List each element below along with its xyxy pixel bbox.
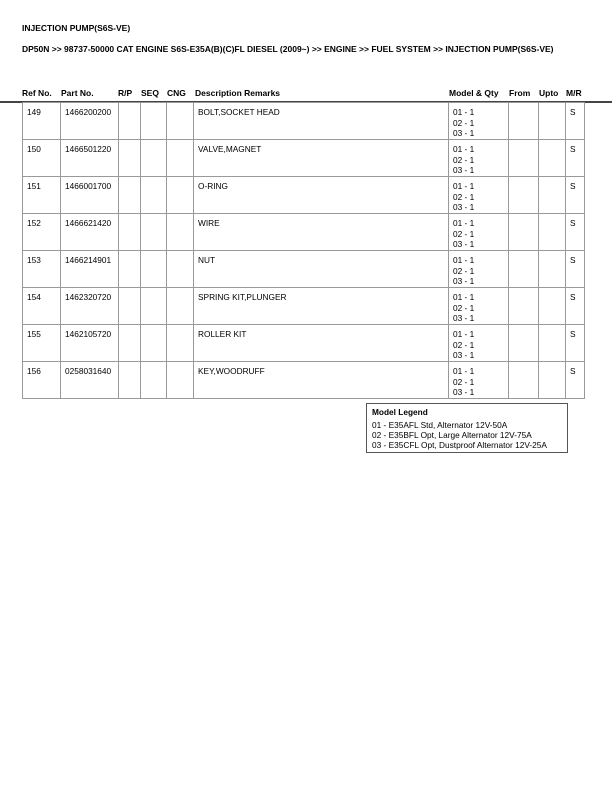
upto-cell <box>539 103 566 140</box>
qty-line: 02 - 1 <box>453 265 475 276</box>
qty-line: 03 - 1 <box>453 276 475 286</box>
page-title: INJECTION PUMP(S6S-VE) <box>22 23 131 33</box>
qty-line: 01 - 1 <box>453 144 475 154</box>
model-legend <box>366 403 568 453</box>
qty-line: 03 - 1 <box>453 350 475 360</box>
qty-line: 01 - 1 <box>453 292 475 302</box>
rp-cell <box>119 177 141 214</box>
seq-cell <box>141 177 167 214</box>
qty-line: 03 - 1 <box>453 128 475 138</box>
parts-table <box>22 102 585 399</box>
part-no: 1466200200 <box>61 103 119 140</box>
mr-cell: S <box>566 103 585 140</box>
model-qty <box>449 140 509 177</box>
header-desc: Description Remarks <box>195 88 281 98</box>
upto-cell <box>539 177 566 214</box>
part-no: 1466621420 <box>61 214 119 251</box>
cng-cell <box>167 288 194 325</box>
model-qty <box>449 177 509 214</box>
description: O-RING <box>194 177 449 214</box>
cng-cell <box>167 251 194 288</box>
model-qty <box>449 362 509 399</box>
header-seq: SEQ <box>141 88 159 98</box>
mr-cell: S <box>566 325 585 362</box>
from-cell <box>509 362 539 399</box>
from-cell <box>509 251 539 288</box>
rp-cell <box>119 103 141 140</box>
upto-cell <box>539 325 566 362</box>
from-cell <box>509 214 539 251</box>
header-upto: Upto <box>539 88 559 98</box>
mr-cell: S <box>566 288 585 325</box>
qty-line: 01 - 1 <box>453 181 475 191</box>
qty-line: 03 - 1 <box>453 313 475 323</box>
rp-cell <box>119 251 141 288</box>
mr-cell: S <box>566 251 585 288</box>
description: BOLT,SOCKET HEAD <box>194 103 449 140</box>
qty-line: 01 - 1 <box>453 255 475 265</box>
cng-cell <box>167 362 194 399</box>
upto-cell <box>539 362 566 399</box>
seq-cell <box>141 251 167 288</box>
ref-no: 150 <box>23 140 61 177</box>
qty-line: 02 - 1 <box>453 302 475 313</box>
part-no: 1462105720 <box>61 325 119 362</box>
from-cell <box>509 140 539 177</box>
description: ROLLER KIT <box>194 325 449 362</box>
model-qty <box>449 103 509 140</box>
header-rp: R/P <box>118 88 133 98</box>
mr-cell: S <box>566 362 585 399</box>
legend-item: 02 - E35BFL Opt, Large Alternator 12V-75A <box>372 430 532 440</box>
table-row <box>23 251 585 288</box>
from-cell <box>509 288 539 325</box>
qty-line: 02 - 1 <box>453 376 475 387</box>
qty-line: 01 - 1 <box>453 329 475 339</box>
description: SPRING KIT,PLUNGER <box>194 288 449 325</box>
ref-no: 156 <box>23 362 61 399</box>
breadcrumb: DP50N >> 98737-50000 CAT ENGINE S6S-E35A(B)(C)FL DIESEL (2009~) >> ENGINE >> FUEL SYSTEM >> INJECTION PUMP(S6S-VE) <box>22 44 554 54</box>
part-no: 1466001700 <box>61 177 119 214</box>
part-no: 0258031640 <box>61 362 119 399</box>
model-qty <box>449 251 509 288</box>
table-row <box>23 362 585 399</box>
cng-cell <box>167 214 194 251</box>
qty-line: 01 - 1 <box>453 366 475 376</box>
qty-line: 01 - 1 <box>453 218 475 228</box>
from-cell <box>509 325 539 362</box>
rp-cell <box>119 325 141 362</box>
model-qty <box>449 325 509 362</box>
cng-cell <box>167 103 194 140</box>
from-cell <box>509 103 539 140</box>
part-no: 1466501220 <box>61 140 119 177</box>
rp-cell <box>119 140 141 177</box>
ref-no: 155 <box>23 325 61 362</box>
description: WIRE <box>194 214 449 251</box>
model-qty <box>449 214 509 251</box>
ref-no: 154 <box>23 288 61 325</box>
cng-cell <box>167 140 194 177</box>
description: KEY,WOODRUFF <box>194 362 449 399</box>
upto-cell <box>539 288 566 325</box>
seq-cell <box>141 214 167 251</box>
mr-cell: S <box>566 214 585 251</box>
qty-line: 03 - 1 <box>453 165 475 175</box>
header-ref: Ref No. <box>22 88 52 98</box>
header-mr: M/R <box>566 88 582 98</box>
model-qty <box>449 288 509 325</box>
legend-item: 03 - E35CFL Opt, Dustproof Alternator 12V-25A <box>372 440 547 450</box>
rp-cell <box>119 214 141 251</box>
seq-cell <box>141 103 167 140</box>
upto-cell <box>539 251 566 288</box>
ref-no: 152 <box>23 214 61 251</box>
description: VALVE,MAGNET <box>194 140 449 177</box>
header-from: From <box>509 88 531 98</box>
ref-no: 151 <box>23 177 61 214</box>
seq-cell <box>141 140 167 177</box>
mr-cell: S <box>566 177 585 214</box>
table-row <box>23 177 585 214</box>
mr-cell: S <box>566 140 585 177</box>
qty-line: 02 - 1 <box>453 228 475 239</box>
upto-cell <box>539 140 566 177</box>
qty-line: 03 - 1 <box>453 239 475 249</box>
legend-item: 01 - E35AFL Std, Alternator 12V-50A <box>372 420 508 430</box>
header-cng: CNG <box>167 88 186 98</box>
seq-cell <box>141 288 167 325</box>
table-row <box>23 325 585 362</box>
description: NUT <box>194 251 449 288</box>
rp-cell <box>119 362 141 399</box>
table-row <box>23 103 585 140</box>
from-cell <box>509 177 539 214</box>
header-part: Part No. <box>61 88 94 98</box>
seq-cell <box>141 362 167 399</box>
qty-line: 01 - 1 <box>453 107 475 117</box>
qty-line: 02 - 1 <box>453 191 475 202</box>
upto-cell <box>539 214 566 251</box>
table-row <box>23 288 585 325</box>
seq-cell <box>141 325 167 362</box>
cng-cell <box>167 177 194 214</box>
qty-line: 02 - 1 <box>453 154 475 165</box>
qty-line: 02 - 1 <box>453 339 475 350</box>
ref-no: 149 <box>23 103 61 140</box>
table-row <box>23 214 585 251</box>
ref-no: 153 <box>23 251 61 288</box>
table-row <box>23 140 585 177</box>
rp-cell <box>119 288 141 325</box>
qty-line: 02 - 1 <box>453 117 475 128</box>
cng-cell <box>167 325 194 362</box>
qty-line: 03 - 1 <box>453 387 475 397</box>
part-no: 1466214901 <box>61 251 119 288</box>
header-model: Model & Qty <box>449 88 499 98</box>
part-no: 1462320720 <box>61 288 119 325</box>
qty-line: 03 - 1 <box>453 202 475 212</box>
legend-title: Model Legend <box>372 407 428 417</box>
